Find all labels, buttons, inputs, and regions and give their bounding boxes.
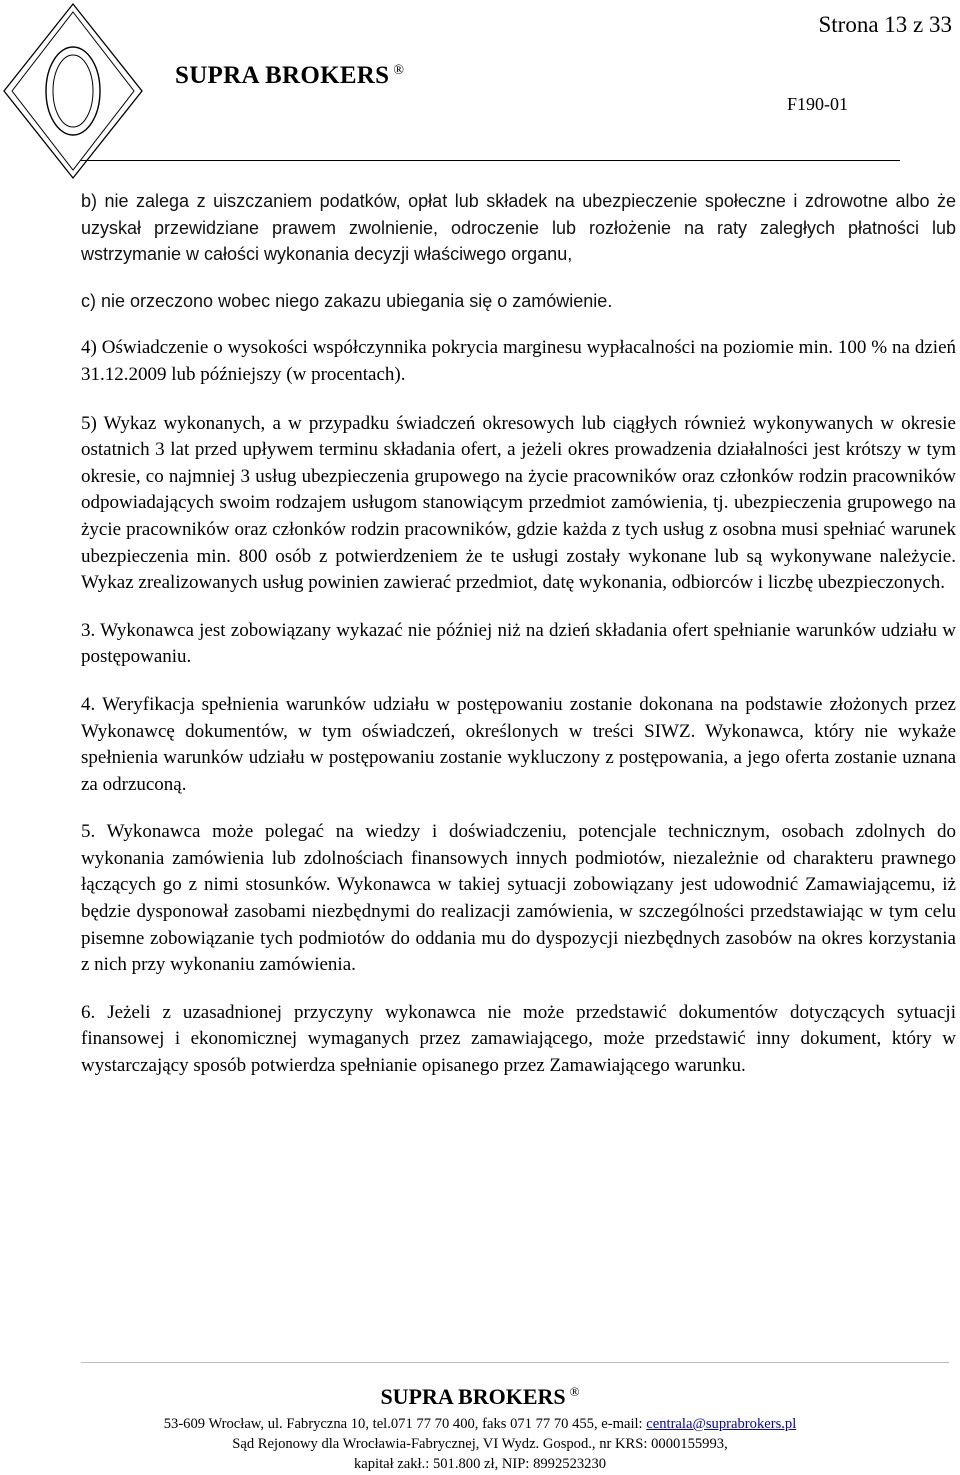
header-divider — [81, 160, 900, 161]
paragraph-4-statement: 4) Oświadczenie o wysokości współczynnika pokrycia marginesu wypłacalności na poziomie min. 100 % na dzień 31.12.2009 lub późniejszy (w procentach). — [81, 337, 956, 385]
header-brand-name: SUPRA BROKERS — [175, 62, 390, 89]
paragraph-5-resources: 5. Wykonawca może polegać na wiedzy i doświadczeniu, potencjale technicznym, osobach zdolnych do wykonania zamówienia lub zdolnościach finansowych innych podmiotów, niezależnie od charakteru prawnego łączących go z nimi stosunków. Wykonawca w takiej sytuacji zobowiązany jest udowodnić Zamawiającemu, iż będzie dysponował zasobami niezbędnymi do realizacji zamówienia, w szczególności przedstawiając w tym celu pisemne zobowiązanie tych podmiotów do oddania mu do dyspozycji niezbędnych zasobów na okres korzystania z nich przy wykonaniu zamówienia. — [81, 821, 956, 976]
footer-address-text: 53-609 Wrocław, ul. Fabryczna 10, tel.071 77 70 400, faks 071 77 70 455, e-mail: — [163, 1416, 647, 1432]
footer-brand-name: SUPRA BROKERS — [380, 1384, 566, 1409]
form-code: F190-01 — [787, 94, 849, 114]
paragraph-5-list: 5) Wykaz wykonanych, a w przypadku świadczeń okresowych lub ciągłych również wykonywanych w okresie ostatnich 3 lat przed upływem terminu składania ofert, a jeżeli okres prowadzenia działalności jest krótszy w tym okresie, co najmniej 3 usług ubezpieczenia grupowego na życie pracowników oraz członków rodzin pracowników odpowiadających swoim rodzajem usługom stanowiącym przedmiot zamówienia, tj. ubezpieczenia grupowego na życie pracowników oraz członków rodzin pracowników, gdzie każda z tych usług z osobna musi spełniać warunek ubezpieczenia min. 800 osób z potwierdzeniem że te usługi zostały wykonane lub są wykonywane należycie. Wykaz zrealizowanych usług powinien zawierać przedmiot, datę wykonania, odbiorców i liczbę ubezpieczonych. — [81, 412, 956, 594]
footer-brand — [0, 1384, 960, 1410]
paragraph-c: c) nie orzeczono wobec niego zakazu ubiegania się o zamówienie. — [81, 290, 613, 311]
footer-capital: kapitał zakł.: 501.800 zł, NIP: 8992523230 — [353, 1456, 607, 1472]
paragraph-b: b) nie zalega z uiszczaniem podatków, opłat lub składek na ubezpieczenie społeczne i zdrowotne albo że uzyskał przewidziane prawem zwolnienie, odroczenie lub rozłożenie na raty zaległych płatności lub wstrzymanie w całości wykonania decyzji właściwego organu, — [81, 191, 956, 265]
paragraph-3: 3. Wykonawca jest zobowiązany wykazać nie później niż na dzień składania ofert spełnianie warunków udziału w postępowaniu. — [81, 619, 956, 668]
footer-address — [0, 1416, 960, 1433]
paragraph-6: 6. Jeżeli z uzasadnionej przyczyny wykonawca nie może przedstawić dokumentów dotyczących sytuacji finansowej i ekonomicznej wymaganych przez zamawiającego, może przedstawić inny dokument, który w wystarczający sposób potwierdza spełnianie opisanego przez Zamawiającego warunku. — [81, 1001, 956, 1077]
registered-mark: ® — [393, 63, 405, 78]
page-number: Strona 13 z 33 — [818, 12, 952, 37]
footer-court: Sąd Rejonowy dla Wrocławia-Fabrycznej, VI Wydz. Gospod., nr KRS: 0000155993, — [232, 1436, 728, 1452]
document-body — [81, 188, 956, 1080]
footer-registered-mark: ® — [569, 1384, 580, 1399]
paragraph-4-verification: 4. Weryfikacja spełnienia warunków udziału w postępowaniu zostanie dokonana na podstawie złożonych przez Wykonawcę dokumentów, w tym oświadczeń, określonych w treści SIWZ. Wykonawca, który nie wykaże spełnienia warunków udziału w postępowaniu zostanie wykluczony z postępowania, a jego oferta zostanie uznana za odrzuconą. — [81, 693, 956, 795]
supra-brokers-logo — [2, 2, 144, 180]
header-brand — [175, 62, 404, 90]
email-link[interactable]: centrala@suprabrokers.pl — [646, 1416, 797, 1432]
footer-divider — [81, 1362, 949, 1363]
